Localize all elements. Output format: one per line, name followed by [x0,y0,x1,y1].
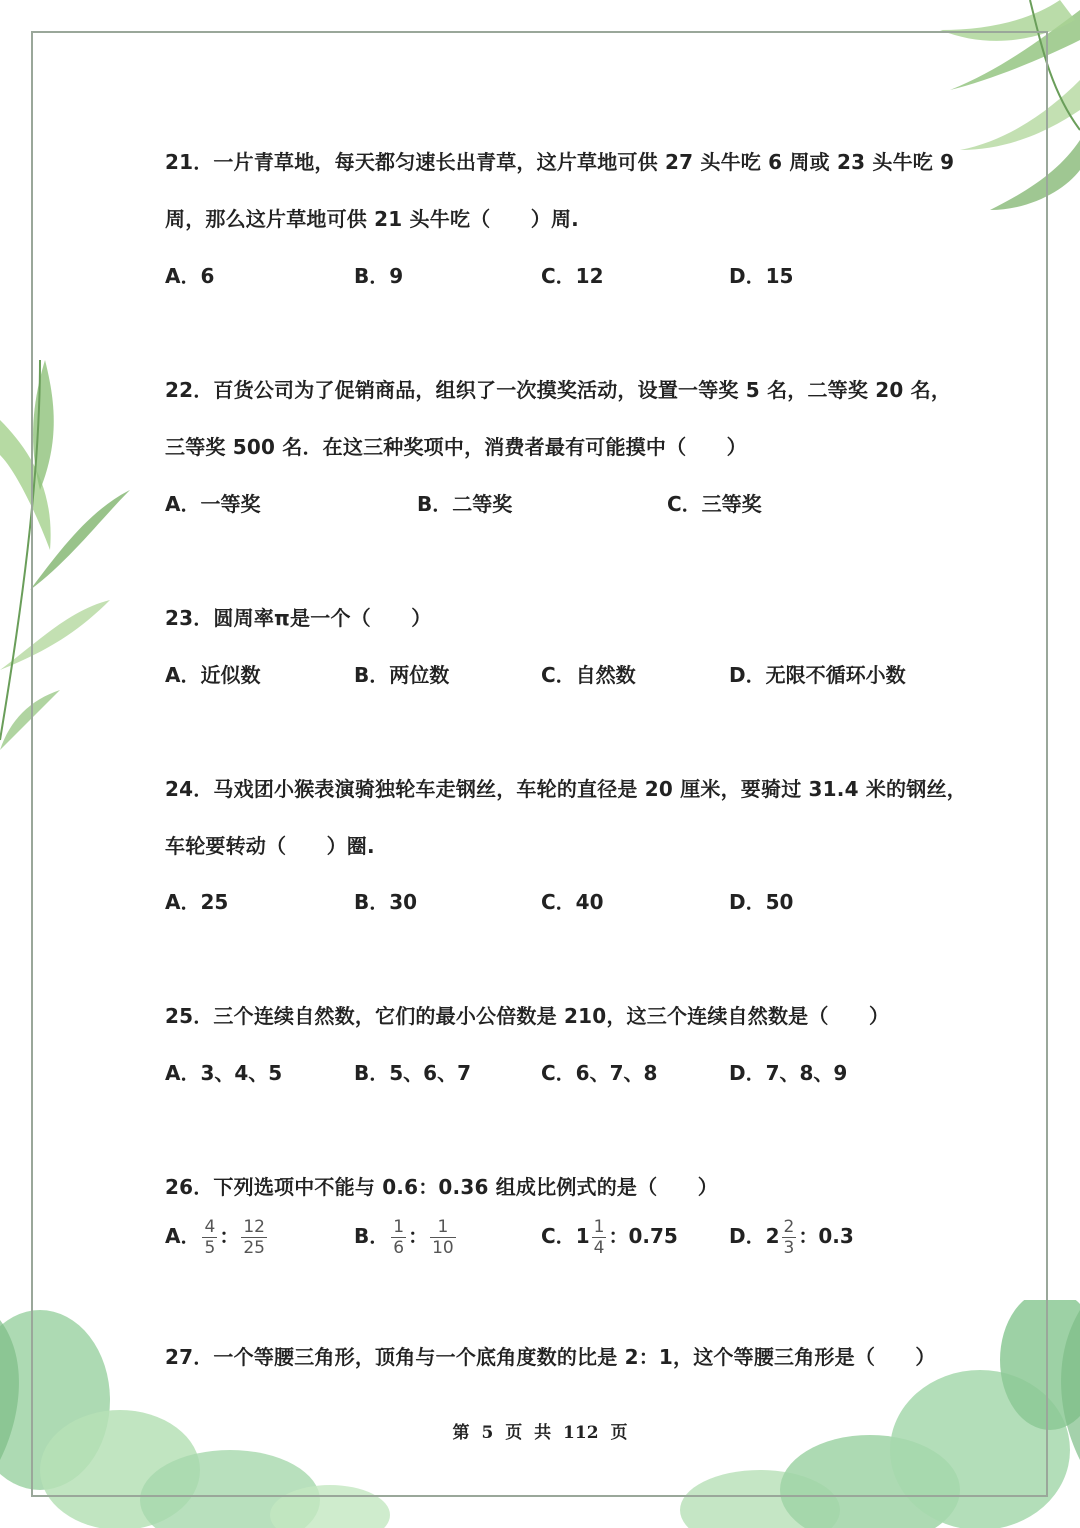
fraction: $\frac{1}{4}$ [593,1217,605,1258]
question-24-option-d: D．50 [729,890,794,914]
question-22-option-a: A．一等奖 [165,492,261,516]
question-24-option-a: A．25 [165,890,229,914]
fraction: $\frac{2}{3}$ [783,1217,795,1258]
page-number-footer: 第 5 页 共 112 页 [452,1423,628,1443]
question-21-line-1: 21．一片青草地，每天都匀速长出青草，这片草地可供 27 头牛吃 6 周或 23 头牛吃 9 [165,150,955,174]
fraction: $\frac{1}{10}$ [432,1217,454,1258]
question-26-option-d: D．2 $\frac{2}{3}$ ：0.3 [729,1217,854,1258]
question-25-option-b: B．5、6、7 [354,1061,471,1085]
question-24-option-b: B．30 [354,890,418,914]
question-22-line-1: 22．百货公司为了促销商品，组织了一次摸奖活动，设置一等奖 5 名，二等奖 20 名， [165,378,952,402]
question-22-option-c: C．三等奖 [667,492,762,516]
question-23-option-d: D．无限不循环小数 [729,663,906,687]
question-26-option-b: B． $\frac{1}{6}$ ： $\frac{1}{10}$ [354,1217,454,1258]
question-27-line-1: 27．一个等腰三角形，顶角与一个底角度数的比是 2：1，这个等腰三角形是（ ） [165,1345,936,1369]
option-label: D． [729,1224,766,1248]
question-24-option-c: C．40 [541,890,604,914]
question-22-line-2: 三等奖 500 名．在这三种奖项中，消费者最有可能摸中（ ） [165,435,747,459]
question-22-option-b: B．二等奖 [417,492,513,516]
question-25-option-c: C．6、7、8 [541,1061,658,1085]
question-24-line-2: 车轮要转动（ ）圈. [165,834,375,858]
question-25-option-a: A．3、4、5 [165,1061,283,1085]
question-21-line-2: 周，那么这片草地可供 21 头牛吃（ ）周. [165,207,579,231]
question-21-option-d: D．15 [729,264,794,288]
question-21-option-a: A．6 [165,264,215,288]
question-23-option-a: A．近似数 [165,663,261,687]
question-23-option-c: C．自然数 [541,663,636,687]
option-label: A． [165,1224,201,1248]
fraction: $\frac{12}{25}$ [243,1217,265,1258]
fraction: $\frac{4}{5}$ [204,1217,216,1258]
option-label: C． [541,1224,576,1248]
question-24-line-1: 24．马戏团小猴表演骑独轮车走钢丝，车轮的直径是 20 厘米，要骑过 31.4 米的钢丝， [165,777,967,801]
option-label: B． [354,1224,390,1248]
question-23-option-b: B．两位数 [354,663,450,687]
question-25-line-1: 25．三个连续自然数，它们的最小公倍数是 210，这三个连续自然数是（ ） [165,1004,890,1028]
question-23-line-1: 23．圆周率π是一个（ ） [165,606,432,630]
fraction: $\frac{1}{6}$ [393,1217,405,1258]
question-26-option-a: A． $\frac{4}{5}$ ： $\frac{12}{25}$ [165,1217,265,1258]
question-26-line-1: 26．下列选项中不能与 0.6：0.36 组成比例式的是（ ） [165,1175,718,1199]
question-21-option-b: B．9 [354,264,404,288]
question-21-option-c: C．12 [541,264,604,288]
question-25-option-d: D．7、8、9 [729,1061,848,1085]
question-26-option-c: C．1 $\frac{1}{4}$ ：0.75 [541,1217,678,1258]
page-border [31,31,1048,1497]
